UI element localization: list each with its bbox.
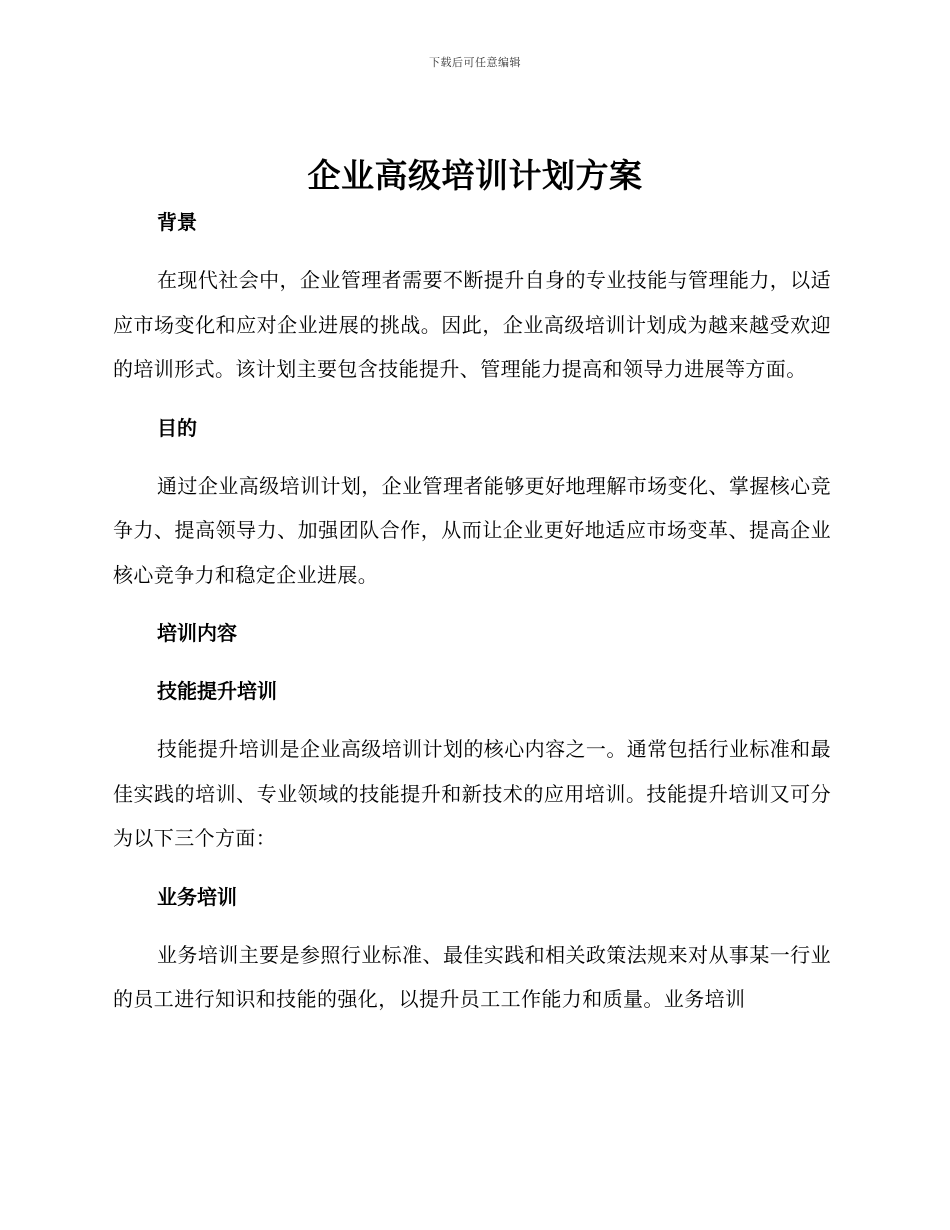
section-heading-training-content: 培训内容 [157,621,237,645]
paragraph-background: 在现代社会中，企业管理者需要不断提升自身的专业技能与管理能力，以适应市场变化和应对企业进展的挑战。因此，企业高级培训计划成为越来越受欢迎的培训形式。该计划主要包含技能提升、管理能力提高和领导力进展等方面。 [113,268,831,381]
header-note: 下载后可任意编辑 [429,56,521,69]
paragraph-purpose: 通过企业高级培训计划，企业管理者能够更好地理解市场变化、掌握核心竞争力、提高领导力、加强团队合作，从而让企业更好地适应市场变革、提高企业核心竞争力和稳定企业进展。 [113,473,831,587]
document-title: 企业高级培训计划方案 [307,156,643,195]
section-heading-business-training: 业务培训 [157,884,237,909]
section-heading-skill-training: 技能提升培训 [157,679,277,703]
document-body [113,200,831,1036]
paragraph-business-training: 业务培训主要是参照行业标准、最佳实践和相关政策法规来对从事某一行业的员工进行知识和技能的强化，以提升员工工作能力和质量。业务培训 [113,942,831,1011]
paragraph-skill-training: 技能提升培训是企业高级培训计划的核心内容之一。通常包括行业标准和最佳实践的培训、专业领域的技能提升和新技术的应用培训。技能提升培训又可分为以下三个方面： [113,737,831,850]
section-heading-purpose: 目的 [157,415,197,440]
section-heading-background: 背景 [157,210,197,234]
